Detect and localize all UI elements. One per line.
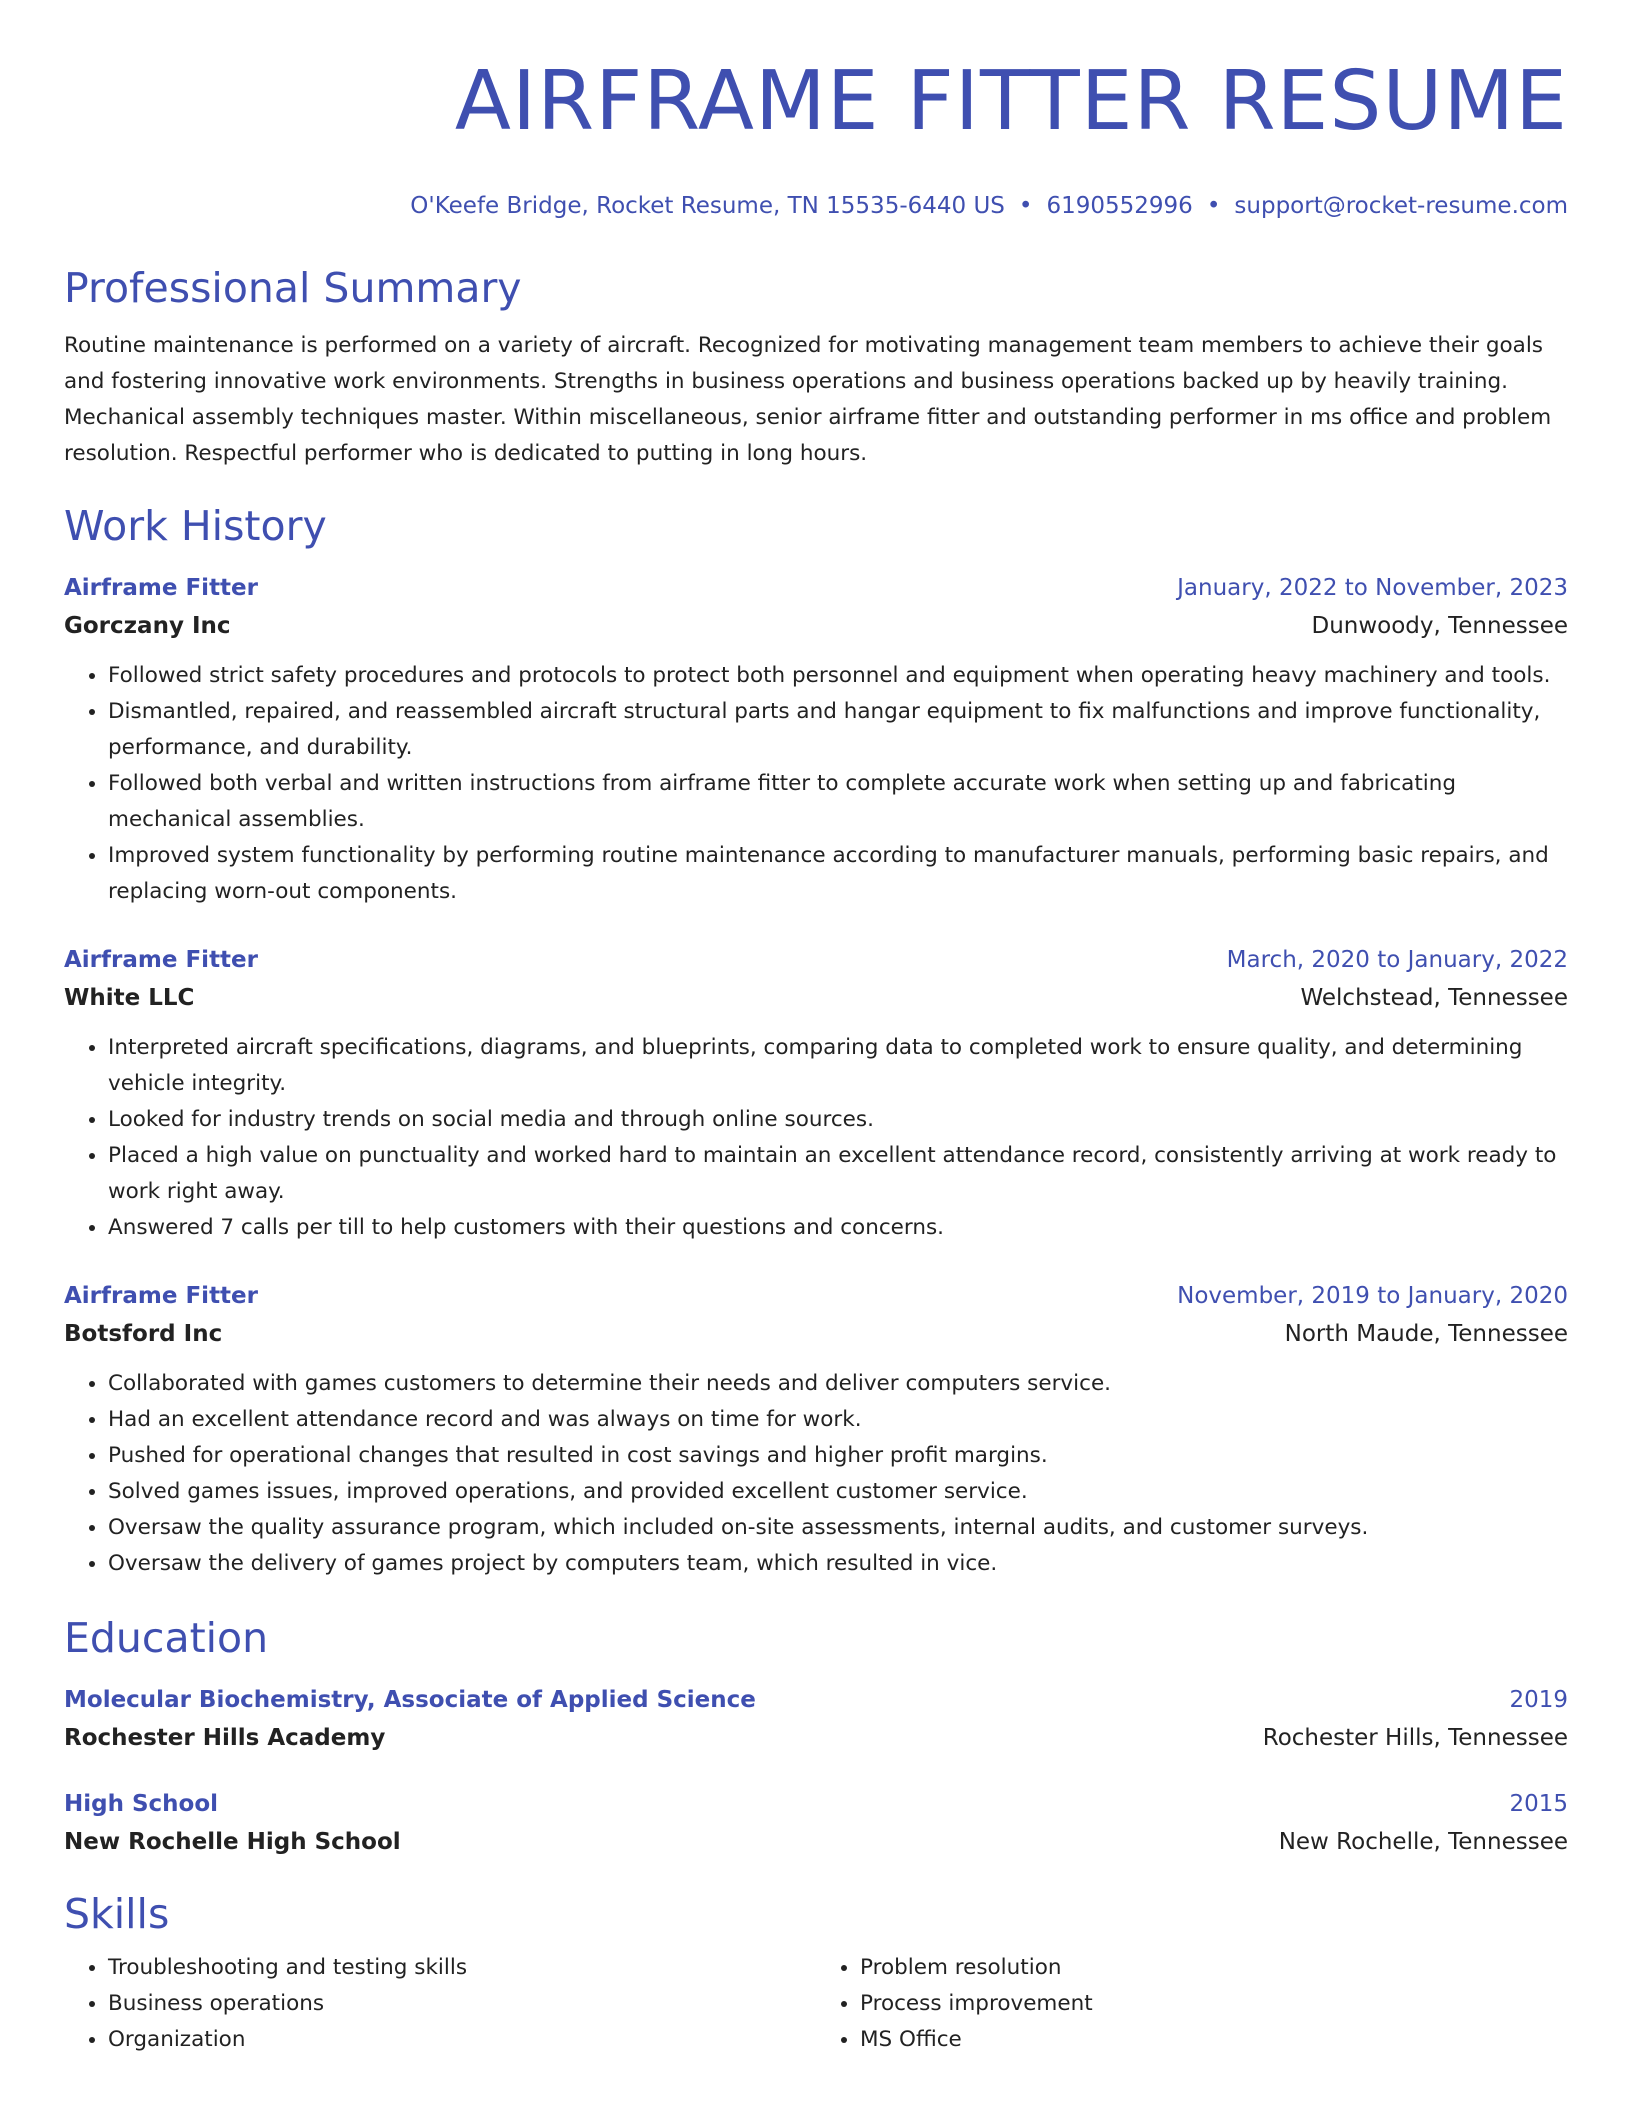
skills-heading: Skills <box>64 1890 170 1938</box>
education-degree: High School <box>64 1791 219 1817</box>
job-bullet: • Interpreted aircraft specifications, diagrams, and blueprints, comparing data to completed work to ensure quality, and determining vehicle integrity. <box>108 1030 1568 1102</box>
job-location: Welchstead, Tennessee <box>1300 985 1568 1011</box>
summary-text: Routine maintenance is performed on a variety of aircraft. Recognized for motivating management team members to achieve their goals and fostering innovative work environments. Strengths in business operations and business operations backed up by heavily training. Mechanical assembly techniques master. Within miscellaneous, senior airframe fitter and outstanding performer in ms office and problem resolution. Respectful performer who is dedicated to putting in long hours. <box>64 333 1552 466</box>
education-location: New Rochelle, Tennessee <box>1278 1829 1568 1855</box>
education-entry <box>64 1786 1568 1862</box>
skill-item: • Troubleshooting and testing skills <box>108 1950 816 1986</box>
job-company: Botsford Inc <box>64 1321 223 1347</box>
education-degree: Molecular Biochemistry, Associate of Applied Science <box>64 1687 756 1713</box>
skills-column-right <box>816 1950 1568 2058</box>
contact-phone: 6190552996 <box>1046 193 1193 219</box>
job-role: Airframe Fitter <box>64 947 258 973</box>
job-company: Gorczany Inc <box>64 613 231 639</box>
contact-separator: • <box>1018 193 1033 219</box>
job-location: Dunwoody, Tennessee <box>1311 613 1568 639</box>
job-bullet: • Oversaw the delivery of games project by computers team, which resulted in vice. <box>108 1546 1568 1582</box>
job-bullets <box>64 1366 1568 1582</box>
education-list <box>64 1682 1568 1862</box>
resume-header <box>64 0 1568 222</box>
contact-line <box>64 190 1568 222</box>
job-bullet: • Followed both verbal and written instructions from airframe fitter to complete accurate work when setting up and fabricating mechanical assemblies. <box>108 766 1568 838</box>
contact-separator: • <box>1206 193 1221 219</box>
skills-grid <box>64 1950 1568 2058</box>
contact-address: O'Keefe Bridge, Rocket Resume, TN 15535-6440 US <box>410 193 1005 219</box>
job-bullets <box>64 1030 1568 1246</box>
job-bullet: • Improved system functionality by performing routine maintenance according to manufacturer manuals, performing basic repairs, and replacing worn-out components. <box>108 838 1568 910</box>
skill-item: • Process improvement <box>860 1986 1568 2022</box>
job-role: Airframe Fitter <box>64 1283 258 1309</box>
skill-item: • Organization <box>108 2022 816 2058</box>
education-school: New Rochelle High School <box>64 1829 401 1855</box>
education-location: Rochester Hills, Tennessee <box>1262 1725 1568 1751</box>
job-bullet: • Collaborated with games customers to determine their needs and deliver computers service. <box>108 1366 1568 1402</box>
job-company: White LLC <box>64 985 195 1011</box>
job-dates: November, 2019 to January, 2020 <box>1177 1283 1568 1309</box>
job-bullet: • Dismantled, repaired, and reassembled aircraft structural parts and hangar equipment to fix malfunctions and improve functionality, performance, and durability. <box>108 694 1568 766</box>
job-bullet: • Had an excellent attendance record and was always on time for work. <box>108 1402 1568 1438</box>
skill-item: • MS Office <box>860 2022 1568 2058</box>
job-bullets <box>64 658 1568 910</box>
job-entry <box>64 942 1568 1246</box>
job-bullet: • Followed strict safety procedures and protocols to protect both personnel and equipment when operating heavy machinery and tools. <box>108 658 1568 694</box>
skill-item: • Problem resolution <box>860 1950 1568 1986</box>
education-year: 2019 <box>1509 1687 1568 1713</box>
education-heading: Education <box>64 1614 269 1662</box>
education-entry <box>64 1682 1568 1758</box>
job-role: Airframe Fitter <box>64 575 258 601</box>
job-dates: March, 2020 to January, 2022 <box>1226 947 1568 973</box>
job-entry <box>64 1278 1568 1582</box>
job-entry <box>64 570 1568 910</box>
job-bullet: • Pushed for operational changes that resulted in cost savings and higher profit margins. <box>108 1438 1568 1474</box>
resume-title: AIRFRAME FITTER RESUME <box>454 54 1568 149</box>
job-bullet: • Answered 7 calls per till to help customers with their questions and concerns. <box>108 1210 1568 1246</box>
skills-column-left <box>64 1950 816 2058</box>
job-bullet: • Oversaw the quality assurance program, which included on-site assessments, internal audits, and customer surveys. <box>108 1510 1568 1546</box>
contact-email: support@rocket-resume.com <box>1234 193 1568 219</box>
work-history-heading: Work History <box>64 502 327 550</box>
education-school: Rochester Hills Academy <box>64 1725 386 1751</box>
summary-heading: Professional Summary <box>64 264 522 312</box>
education-year: 2015 <box>1509 1791 1568 1817</box>
job-dates: January, 2022 to November, 2023 <box>1177 575 1568 601</box>
job-bullet: • Placed a high value on punctuality and worked hard to maintain an excellent attendance record, consistently arriving at work ready to work right away. <box>108 1138 1568 1210</box>
job-bullet: • Looked for industry trends on social media and through online sources. <box>108 1102 1568 1138</box>
work-history-list <box>64 570 1568 1582</box>
job-bullet: • Solved games issues, improved operations, and provided excellent customer service. <box>108 1474 1568 1510</box>
job-location: North Maude, Tennessee <box>1284 1321 1568 1347</box>
skill-item: • Business operations <box>108 1986 816 2022</box>
